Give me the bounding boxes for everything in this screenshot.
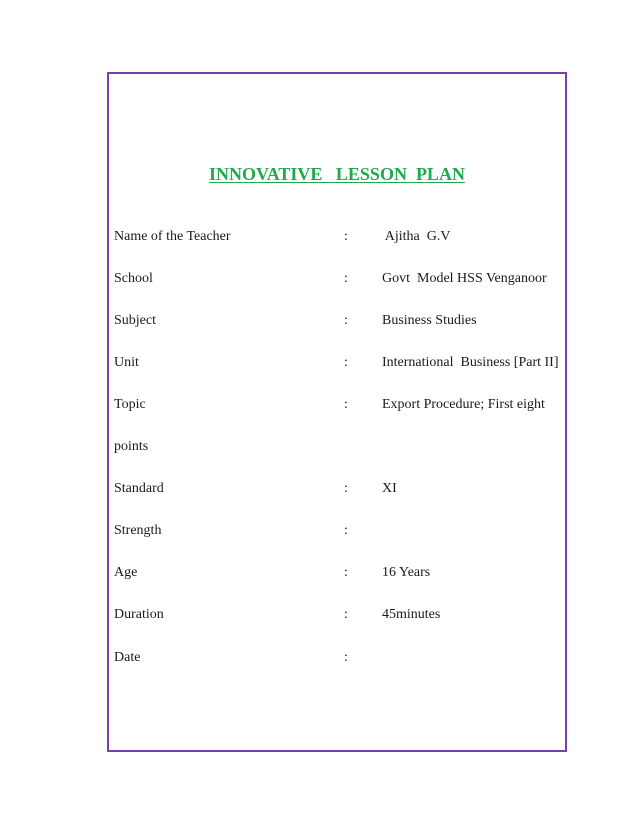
field-row-unit [114,353,560,373]
field-label: Standard [114,481,164,496]
field-separator: : [344,313,348,328]
field-label: Age [114,565,138,580]
field-row-subject [114,311,560,331]
field-label: Name of the Teacher [114,229,231,244]
field-label: Subject [114,313,156,328]
field-value: Export Procedure; First eight [382,397,545,412]
field-value: 16 Years [382,565,431,580]
field-separator: : [344,650,348,665]
field-row-standard [114,479,560,499]
field-row-topic [114,395,560,415]
field-separator: : [344,355,348,370]
lesson-plan-frame [107,72,567,752]
field-separator: : [344,271,348,286]
field-label: Strength [114,523,162,538]
field-value: Govt Model HSS Venganoor [382,271,547,286]
field-value: XI [382,481,397,496]
field-label: School [114,271,153,286]
field-value: 45minutes [382,607,441,622]
field-row-date [114,648,560,668]
field-separator: : [344,481,348,496]
field-row-school [114,269,560,289]
field-separator: : [344,565,348,580]
field-row-age [114,563,560,583]
field-separator: : [344,523,348,538]
field-label: Topic [114,397,146,412]
field-label: points [114,439,149,454]
field-row-strength [114,521,560,541]
field-label: Date [114,650,141,665]
field-value: Business Studies [382,313,477,328]
field-label: Unit [114,355,139,370]
field-value: International Business [Part II] [382,355,559,370]
field-row-topic-continued [114,437,560,457]
document-title: INNOVATIVE LESSON PLAN [209,164,465,184]
field-row-teacher [114,227,560,247]
field-label: Duration [114,607,164,622]
field-value: Ajitha G.V [382,229,451,244]
field-separator: : [344,397,348,412]
field-row-duration [114,605,560,625]
field-separator: : [344,607,348,622]
field-separator: : [344,229,348,244]
